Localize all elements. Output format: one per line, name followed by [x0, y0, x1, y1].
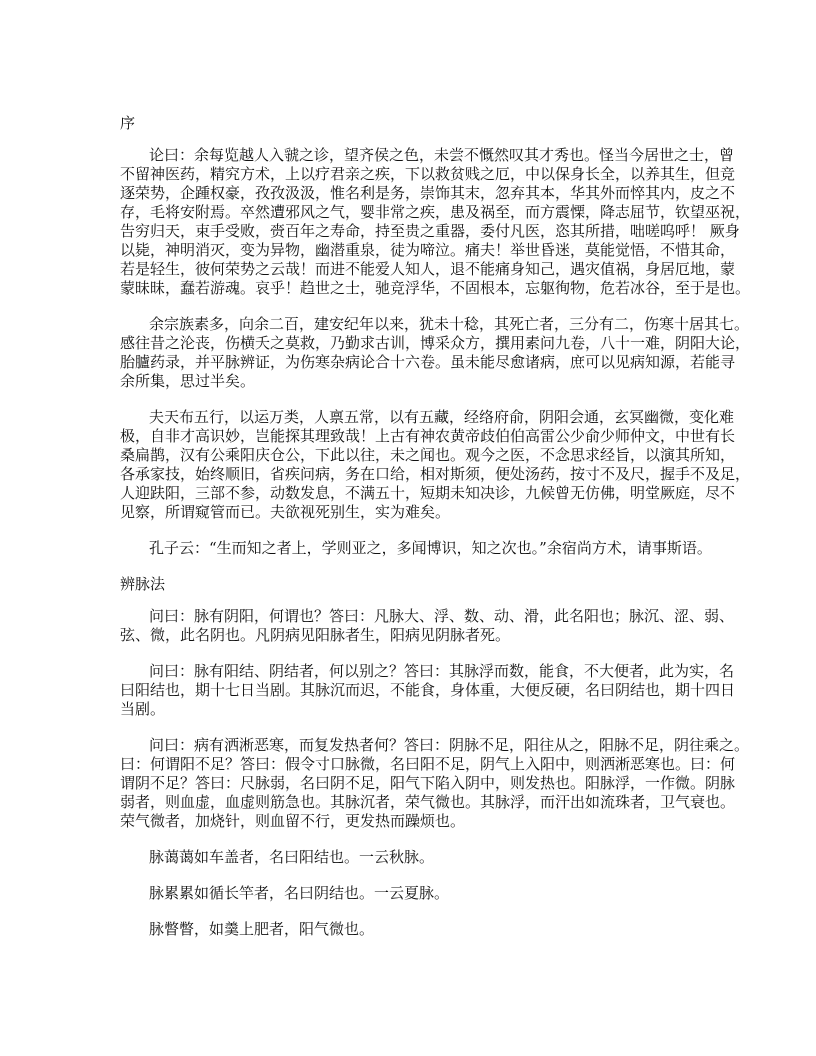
text-line: 弱者，则血虚，血虚则筋急也。其脉沉者，荣气微也。其脉浮，而汗出如流珠者，卫气衰也。	[120, 793, 736, 811]
text-line: 脉蔼蔼如车盖者，名曰阳结也。一云秋脉。	[149, 848, 435, 866]
paragraph	[120, 884, 702, 903]
text-line: 余宗族素多，向余二百，建安纪年以来，犹未十稔，其死亡者，三分有二，伤寒十居其七。	[149, 315, 750, 333]
text-line: 问曰：病有洒淅恶寒，而复发热者何？答曰：阴脉不足，阳往从之，阳脉不足，阴往乘之。	[149, 736, 750, 754]
text-line: 曰：何谓阳不足？答曰：假令寸口脉微，名曰阳不足，阴气上入阳中，则洒淅恶寒也。曰：何	[120, 755, 736, 773]
text-line: 论曰：余每览越人入虢之诊，望齐侯之色，未尝不慨然叹其才秀也。怪当今居世之士，曾	[149, 146, 735, 164]
text-line: 弦、微，此名阴也。凡阴病见阳脉者生，阳病见阴脉者死。	[120, 626, 511, 644]
text-line: 胎臚药录，并平脉辨证，为伤寒杂病论合十六卷。虽未能尽愈诸病，庶可以见病知源，若能寻	[120, 353, 736, 371]
text-line: 各承家技，始终顺旧，省疾问病，务在口给，相对斯须，便处汤药，按寸不及尺，握手不及足，	[120, 465, 751, 483]
text-line: 以毙，神明消灭，变为异物，幽潜重泉，徒为啼泣。痛夫！举世昏迷，莫能觉悟，不惜其命，	[120, 241, 736, 259]
text-line: 存，毛将安附焉。卒然遭邪风之气，婴非常之疾，患及祸至，而方震慄，降志屈节，钦望巫祝，	[120, 203, 751, 221]
paragraph	[120, 848, 702, 867]
text-line: 问曰：脉有阴阳，何谓也？答曰：凡脉大、浮、数、动、滑，此名阳也；脉沉、涩、弱、	[149, 607, 735, 625]
paragraph	[120, 146, 751, 298]
text-line: 问曰：脉有阳结、阴结者，何以别之？答曰：其脉浮而数，能食，不大便者，此为实，名	[149, 662, 735, 680]
text-line: 逐荣势，企踵权豪，孜孜汲汲，惟名利是务，崇饰其末，忽弃其本，华其外而悴其内，皮之不	[120, 184, 736, 202]
text-line: 若是轻生，彼何荣势之云哉！而进不能爱人知人，退不能痛身知己，遇灾值祸，身居厄地，蒙	[120, 260, 736, 278]
paragraph	[120, 736, 750, 831]
paragraph	[120, 920, 702, 939]
document-page	[120, 114, 751, 956]
text-line: 见察，所谓窥管而已。夫欲视死别生，实为难矣。	[120, 503, 451, 521]
text-line: 荣气微者，加烧针，则血留不行，更发热而躁烦也。	[120, 812, 466, 830]
text-line: 夫天布五行，以运万类，人禀五常，以有五藏，经络府俞，阴阳会通，玄冥幽微，变化难	[149, 408, 735, 426]
text-line: 不留神医药，精究方术，上以疗君亲之疾，下以救贫贱之厄，中以保身长全，以养其生，但竞	[120, 165, 736, 183]
section-heading: 辨脉法	[120, 575, 166, 593]
paragraph	[120, 662, 736, 719]
text-line: 告穷归天，束手受败，赍百年之寿命，持至贵之重器，委付凡医，恣其所措，咄嗟呜呼！ 厥身	[120, 222, 740, 240]
text-line: 谓阴不足？答曰：尺脉弱，名曰阴不足，阳气下陷入阴中，则发热也。阳脉浮，一作微。阴脉	[120, 774, 736, 792]
text-line: 曰阳结也，期十七日当剧。其脉沉而迟，不能食，身体重，大便反硬，名曰阴结也，期十四日	[120, 681, 736, 699]
paragraph	[120, 315, 751, 391]
text-line: 脉瞥瞥，如羹上肥者，阳气微也。	[149, 920, 375, 938]
paragraph	[120, 408, 751, 522]
text-line: 感往昔之沦丧，伤横夭之莫救，乃勤求古训，博采众方，撰用素问九卷，八十一难，阴阳大论，	[120, 334, 751, 352]
paragraph	[120, 607, 735, 645]
text-line: 桑扁鹊，汉有公乘阳庆仓公，下此以往，未之闻也。观今之医，不念思求经旨，以演其所知，	[120, 446, 736, 464]
paragraph	[120, 539, 712, 558]
text-line: 余所集，思过半矣。	[120, 372, 256, 390]
text-line: 孔子云：“生而知之者上，学则亚之，多闻博识，知之次也。”余宿尚方术，请事斯语。	[149, 539, 712, 557]
text-line: 蒙昧昧，蠢若游魂。哀乎！趋世之士，驰竞浮华，不固根本，忘躯徇物，危若冰谷，至于是也。	[120, 279, 751, 297]
text-line: 脉累累如循长竿者，名曰阴结也。一云夏脉。	[149, 884, 450, 902]
text-line: 极，自非才高识妙，岂能探其理致哉！上古有神农黄帝歧伯伯高雷公少俞少师仲文，中世有长	[120, 427, 736, 445]
section-heading: 序	[120, 114, 136, 132]
text-line: 当剧。	[120, 700, 166, 718]
text-line: 人迎趺阳，三部不参，动数发息，不满五十，短期未知决诊，九候曾无仿佛，明堂厥庭，尽不	[120, 484, 736, 502]
